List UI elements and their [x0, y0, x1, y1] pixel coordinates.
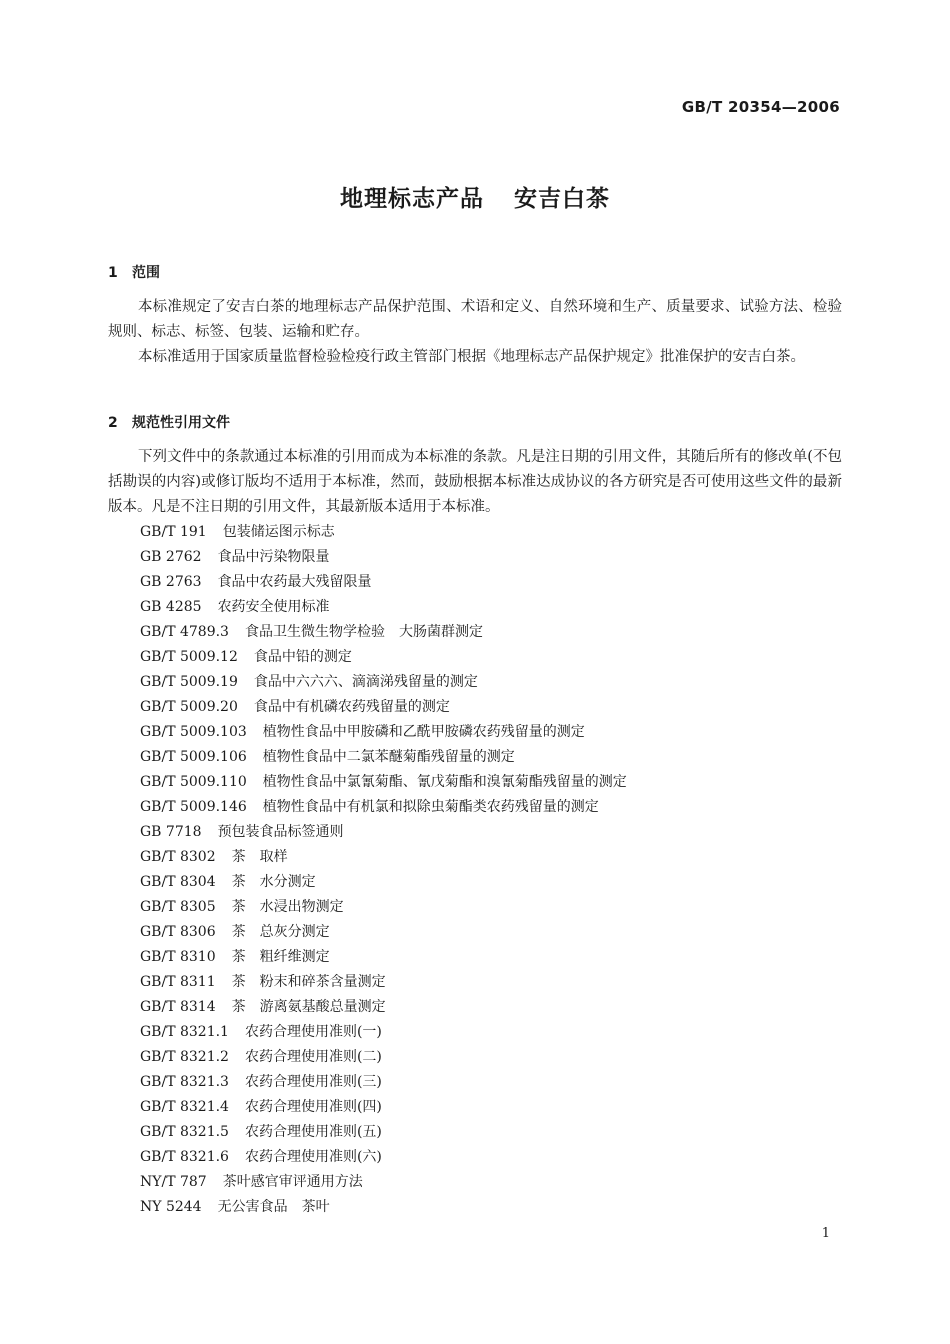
reference-code: GB/T 191 [140, 524, 207, 540]
standard-code: GB/T 20354—2006 [681, 98, 840, 116]
reference-title: 食品中有机磷农药残留量的测定 [253, 699, 450, 715]
reference-code: GB/T 8305 [140, 899, 216, 915]
section-2-title: 规范性引用文件 [132, 415, 230, 431]
reference-item [140, 795, 627, 820]
reference-code: GB/T 8306 [140, 924, 216, 940]
reference-title: 食品中铅的测定 [253, 649, 352, 665]
reference-item [140, 820, 627, 845]
reference-code: NY/T 787 [140, 1174, 207, 1190]
reference-title: 茶 水分测定 [231, 874, 316, 890]
section-2-heading [108, 412, 230, 432]
reference-item [140, 1170, 627, 1195]
reference-title: 茶 游离氨基酸总量测定 [231, 999, 386, 1015]
reference-item [140, 895, 627, 920]
reference-item [140, 1145, 627, 1170]
reference-item [140, 1045, 627, 1070]
reference-item [140, 720, 627, 745]
reference-title: 食品中污染物限量 [217, 549, 330, 565]
document-title [0, 180, 950, 213]
reference-code: GB/T 8311 [140, 974, 216, 990]
reference-code: GB/T 5009.12 [140, 649, 238, 665]
reference-code: GB 4285 [140, 599, 202, 615]
reference-code: GB/T 8321.1 [140, 1024, 229, 1040]
reference-item [140, 670, 627, 695]
reference-title: 农药合理使用准则(一) [244, 1024, 382, 1040]
reference-item [140, 745, 627, 770]
reference-title: 无公害食品 茶叶 [217, 1199, 330, 1215]
reference-code: GB 7718 [140, 824, 202, 840]
title-part-2: 安吉白茶 [514, 186, 610, 212]
reference-item [140, 945, 627, 970]
reference-title: 食品中六六六、滴滴涕残留量的测定 [253, 674, 478, 690]
reference-title: 农药合理使用准则(六) [244, 1149, 382, 1165]
reference-code: GB/T 8321.6 [140, 1149, 229, 1165]
section-1-heading [108, 262, 160, 282]
title-part-1: 地理标志产品 [340, 186, 484, 212]
reference-title: 茶 取样 [231, 849, 288, 865]
reference-code: GB/T 8310 [140, 949, 216, 965]
reference-title: 茶 粉末和碎茶含量测定 [231, 974, 386, 990]
section-2-number: 2 [108, 415, 118, 431]
reference-code: GB/T 8321.4 [140, 1099, 229, 1115]
reference-code: GB 2763 [140, 574, 202, 590]
reference-code: NY 5244 [140, 1199, 202, 1215]
reference-title: 茶 水浸出物测定 [231, 899, 344, 915]
reference-title: 植物性食品中二氯苯醚菊酯残留量的测定 [262, 749, 515, 765]
reference-title: 食品中农药最大残留限量 [217, 574, 372, 590]
reference-code: GB/T 8321.2 [140, 1049, 229, 1065]
reference-code: GB/T 5009.103 [140, 724, 247, 740]
reference-title: 食品卫生微生物学检验 大肠菌群测定 [244, 624, 483, 640]
reference-title: 包装储运图示标志 [222, 524, 335, 540]
reference-item [140, 770, 627, 795]
reference-code: GB/T 8302 [140, 849, 216, 865]
section-1-paragraph-1: 本标准规定了安吉白茶的地理标志产品保护范围、术语和定义、自然环境和生产、质量要求、试验方法、检验规则、标志、标签、包装、运输和贮存。 [108, 299, 842, 340]
reference-item [140, 970, 627, 995]
reference-item [140, 595, 627, 620]
reference-title: 植物性食品中氯氰菊酯、氰戊菊酯和溴氰菊酯残留量的测定 [262, 774, 627, 790]
reference-title: 茶叶感官审评通用方法 [222, 1174, 363, 1190]
reference-item [140, 870, 627, 895]
reference-title: 农药合理使用准则(五) [244, 1124, 382, 1140]
reference-title: 植物性食品中有机氯和拟除虫菊酯类农药残留量的测定 [262, 799, 599, 815]
page-number: 1 [821, 1226, 830, 1241]
reference-code: GB/T 8304 [140, 874, 216, 890]
reference-code: GB 2762 [140, 549, 202, 565]
section-1-title: 范围 [132, 265, 160, 281]
reference-code: GB/T 8321.3 [140, 1074, 229, 1090]
reference-item [140, 695, 627, 720]
reference-item [140, 545, 627, 570]
reference-item [140, 1020, 627, 1045]
reference-title: 农药安全使用标准 [217, 599, 330, 615]
section-1-paragraph-2: 本标准适用于国家质量监督检验检疫行政主管部门根据《地理标志产品保护规定》批准保护的安吉白茶。 [138, 349, 805, 365]
reference-item [140, 620, 627, 645]
reference-item [140, 570, 627, 595]
reference-title: 茶 总灰分测定 [231, 924, 330, 940]
reference-title: 茶 粗纤维测定 [231, 949, 330, 965]
reference-title: 植物性食品中甲胺磷和乙酰甲胺磷农药残留量的测定 [262, 724, 585, 740]
reference-item [140, 520, 627, 545]
reference-code: GB/T 5009.19 [140, 674, 238, 690]
reference-item [140, 645, 627, 670]
reference-code: GB/T 8314 [140, 999, 216, 1015]
reference-item [140, 1120, 627, 1145]
section-2-intro: 下列文件中的条款通过本标准的引用而成为本标准的条款。凡是注日期的引用文件，其随后所有的修改单(不包括勘误的内容)或修订版均不适用于本标准，然而，鼓励根据本标准达成协议的各方研究是否可使用这些文件的最新版本。凡是不注日期的引用文件，其最新版本适用于本标准。 [108, 449, 842, 515]
reference-code: GB/T 5009.20 [140, 699, 238, 715]
reference-code: GB/T 5009.110 [140, 774, 247, 790]
reference-item [140, 1095, 627, 1120]
reference-code: GB/T 5009.146 [140, 799, 247, 815]
reference-title: 农药合理使用准则(三) [244, 1074, 382, 1090]
section-1-number: 1 [108, 265, 118, 281]
reference-list [140, 520, 627, 1220]
reference-title: 农药合理使用准则(四) [244, 1099, 382, 1115]
reference-code: GB/T 8321.5 [140, 1124, 229, 1140]
reference-title: 预包装食品标签通则 [217, 824, 344, 840]
reference-title: 农药合理使用准则(二) [244, 1049, 382, 1065]
reference-item [140, 995, 627, 1020]
reference-item [140, 845, 627, 870]
reference-item [140, 920, 627, 945]
reference-item [140, 1195, 627, 1220]
reference-code: GB/T 5009.106 [140, 749, 247, 765]
reference-item [140, 1070, 627, 1095]
reference-code: GB/T 4789.3 [140, 624, 229, 640]
